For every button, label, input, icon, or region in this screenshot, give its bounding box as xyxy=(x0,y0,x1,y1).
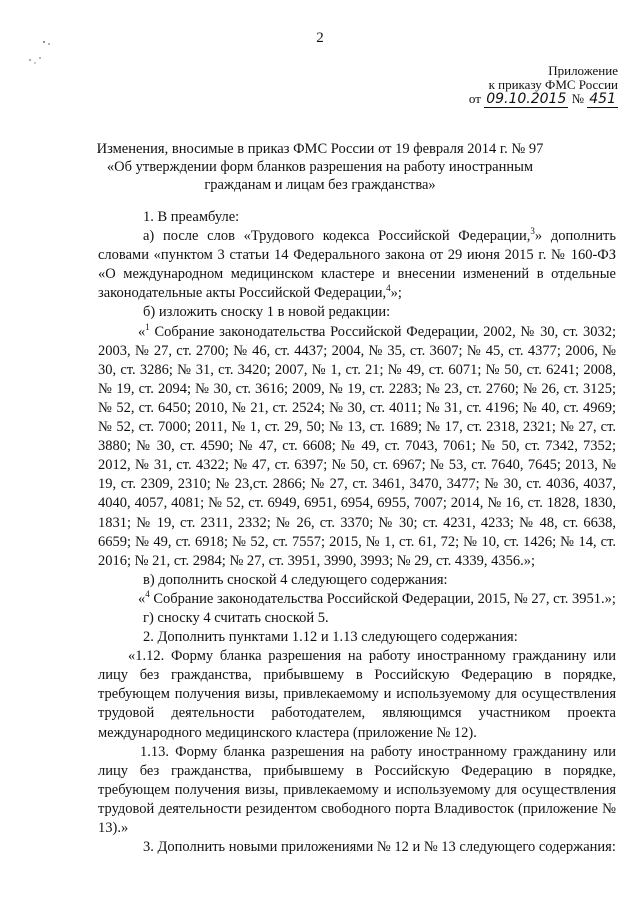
item-v: в) дополнить сноской 4 следующего содержания: xyxy=(143,571,448,588)
section-3-heading: 3. Дополнить новыми приложениями № 12 и № 13 следующего содержания: xyxy=(143,839,616,856)
title-line-3: гражданам и лицам без гражданства» xyxy=(204,177,436,193)
page-number: 2 xyxy=(316,30,324,46)
clause-1-13: 1.13. Форму бланка разрешения на работу иностранному гражданину или лицу без гражданства, прибывшему в Российскую Федерацию в порядке, требующем получения визы, привлекаемому и используемому для осуществления трудовой деятельности резидентом свободного порта Владивосток (приложение № 13).» xyxy=(98,743,616,836)
item-b: б) изложить сноску 1 в новой редакции: xyxy=(143,304,391,321)
title-line-1: Изменения, вносимые в приказ ФМС России от 19 февраля 2014 г. № 97 xyxy=(96,141,544,157)
document-body xyxy=(98,208,616,857)
handwritten-date: 09.10.2015 xyxy=(486,91,567,107)
footnote-1-text: «$^1$ Собрание законодательства Российской Федерации, 2002, № 30, ст. 3032; 2003, № 27, ст. 2700; № 46, ст. 4437; 2004, № 35, ст. 3607; № 45, ст. 4377; 2006, № 30, ст. 3286; № 31, ст. 3420; 2007, № 1, ст. 21; № 49, ст. 6071; № 50, ст. 6241; 2008, № 19, ст. 2094; № 30, ст. 3616; 2009, № 19, ст. 2283; № 23, ст. 2760; № 26, ст. 3125; № 52, ст. 6450; 2010, № 21, ст. 2524; № 30, ст. 4011; № 31, ст. 4196; № 40, ст. 4969; № 52, ст. 7000; 2011, № 1, ст. 29, 50; № 13, ст. 1689; № 17, ст. 2318, 2321; № 27, ст. 3880; № 30, ст. 4590; № 47, ст. 6608; № 49, ст. 7043, 7061; № 50, ст. 7342, 7352; 2012, № 31, ст. 4322; № 47, ст. 6397; № 50, ст. 6967; № 53, ст. 7640, 7645; 2013, № 19, ст. 2309, 2310; № 23,ст. 2866; № 27, ст. 3461, 3470, 3477; № 30, ст. 4036, 4037, 4040, 4057, 4081; № 52, ст. 6949, 6951, 6954, 6955, 7007; 2014, № 16, ст. 1828, 1830, 1831; № 19, ст. 2311, 2332; № 26, ст. 3370; № 30; ст. 4231, 4233; № 48, ст. 6638, 6659; № 49, ст. 6918; № 52, ст. 7557; 2015, № 1, ст. 61, 72; № 10, ст. 1426; № 14, ст. 2016; № 21, ст. 2984; № 27, ст. 3951, 3990, 3993; № 29, ст. 4339, 4356.»; xyxy=(98,321,616,569)
section-1-heading: 1. В преамбуле: xyxy=(143,209,240,225)
appendix-order-ref: к приказу ФМС России xyxy=(488,77,618,92)
appendix-from-label: от xyxy=(468,91,481,106)
item-g: г) сноску 4 считать сноской 5. xyxy=(143,609,329,626)
item-a: а) после слов «Трудового кодекса Российской Федерации,$^3$» дополнить словами «пунктом 3 статьи 14 Федерального закона от 29 июня 2015 г. № 160-ФЗ «О международном медицинском кластере и внесении изменений в отдельные законодательные акты Российской Федерации,$^4$»; xyxy=(98,226,616,302)
footnote-4-text: «$^4$ Собрание законодательства Российской Федерации, 2015, № 27, ст. 3951.»; xyxy=(138,589,616,607)
appendix-header xyxy=(469,64,618,106)
clause-1-12: «1.12. Форму бланка разрешения на работу иностранному гражданину или лицу без гражданства, прибывшему в Российскую Федерацию в порядке, требующем получения визы, привлекаемому и используемому для осуществления трудовой деятельности работодателем, являющимся участником проекта международного медицинского кластера (приложение № 12). xyxy=(98,648,616,741)
handwritten-number: 451 xyxy=(589,91,616,107)
appendix-title: Приложение xyxy=(548,63,618,78)
document-title xyxy=(40,140,600,194)
title-line-2: «Об утверждении форм бланков разрешения на работу иностранным xyxy=(106,159,534,175)
section-2-heading: 2. Дополнить пунктами 1.12 и 1.13 следующего содержания: xyxy=(143,629,518,646)
appendix-date-line xyxy=(469,92,618,106)
appendix-number-label: № xyxy=(571,91,585,106)
